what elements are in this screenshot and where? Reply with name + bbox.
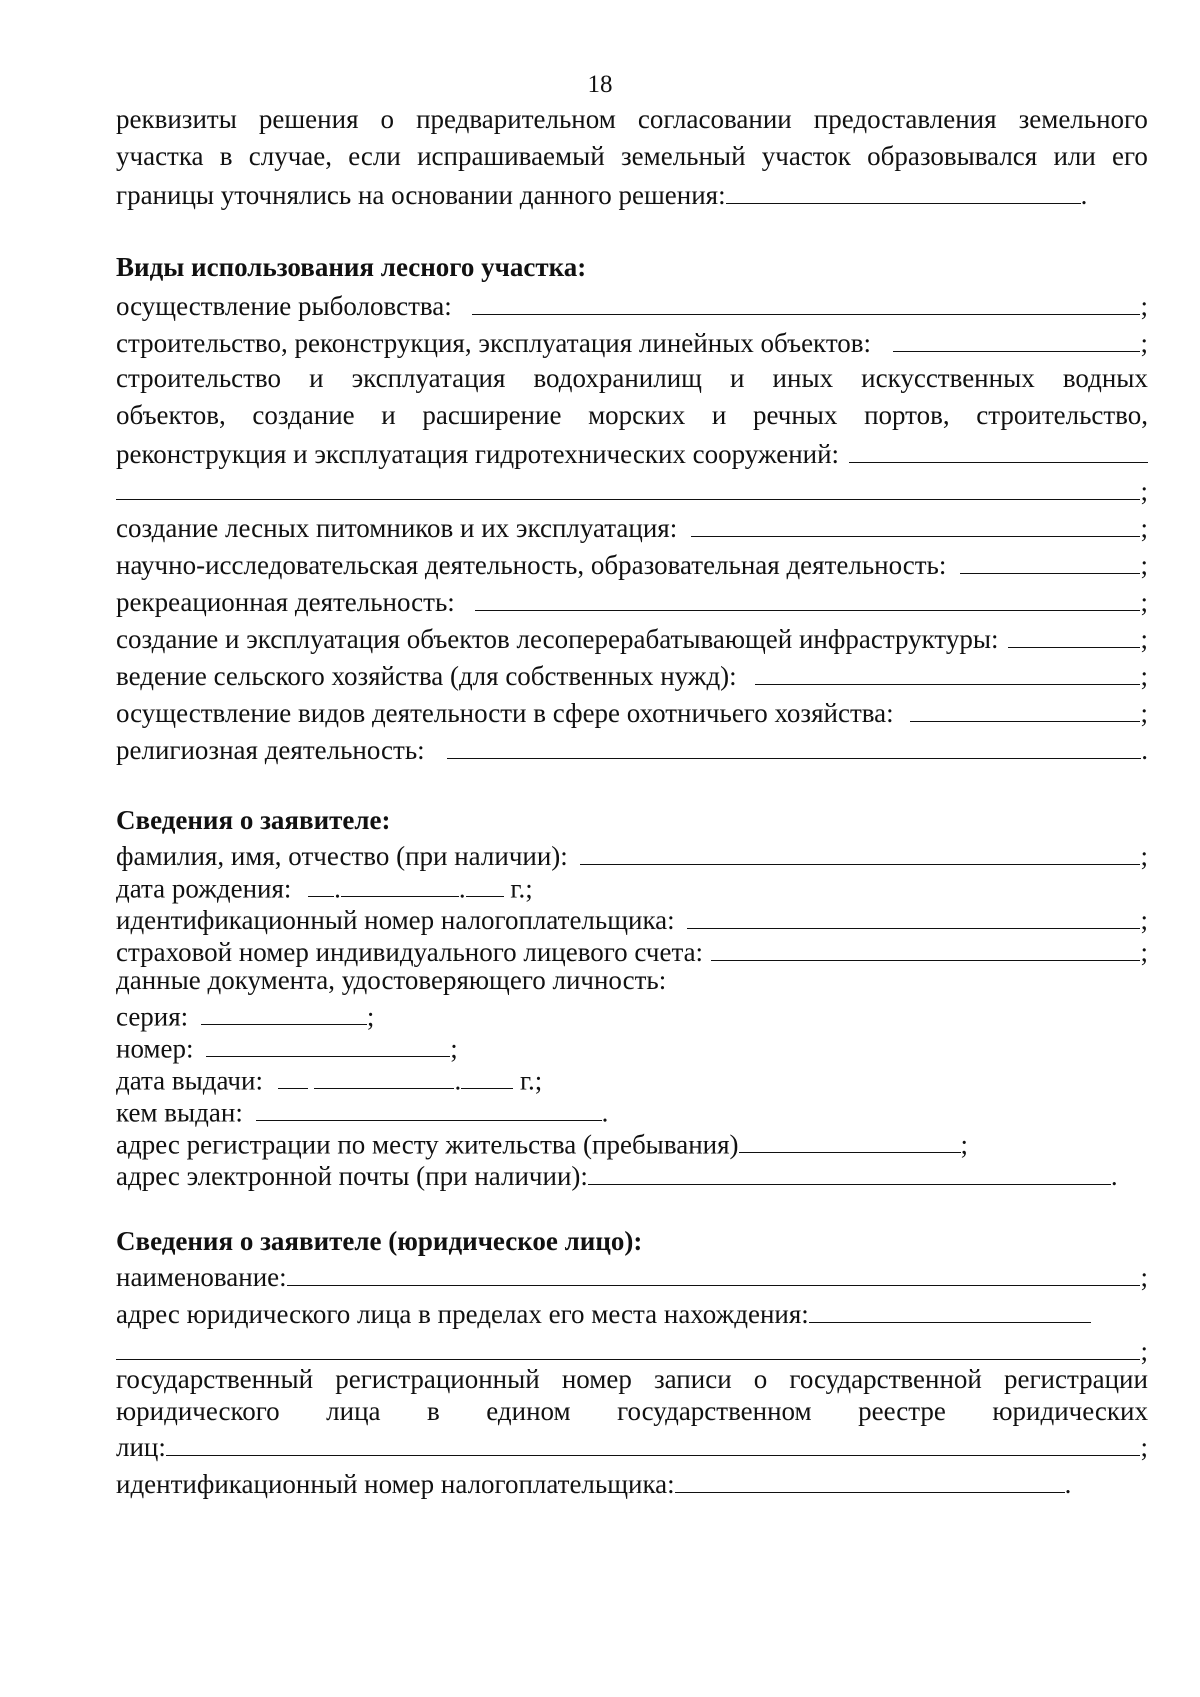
word: его — [1112, 141, 1148, 171]
word: о — [380, 104, 395, 134]
word: расширение — [422, 400, 562, 430]
legal-address-row: адрес юридического лица в пределах его места нахождения: — [116, 1294, 1148, 1331]
reservoirs-line-4: ; — [116, 471, 1148, 508]
word: едином — [486, 1396, 571, 1426]
word: государственном — [617, 1396, 812, 1426]
legal-entity-heading: Сведения о заявителе (юридическое лицо): — [116, 1226, 643, 1256]
issue-date-row: дата выдачи: . г.; — [116, 1060, 1148, 1092]
legal-inn-field[interactable] — [675, 1464, 1065, 1493]
reservoirs-line-1 — [116, 360, 1148, 397]
reservoirs-line-3: реконструкция и эксплуатация гидротехнических сооружений: — [116, 434, 1148, 471]
issued-by-row: кем выдан: . — [116, 1092, 1148, 1124]
intro-line-2 — [116, 138, 1148, 175]
legal-name-field[interactable] — [287, 1257, 1141, 1286]
word: речных — [752, 400, 838, 430]
issue-month-field[interactable] — [314, 1060, 454, 1089]
email-row: адрес электронной почты (при наличии): . — [116, 1156, 1148, 1188]
word: портов, — [864, 400, 950, 430]
inn-row: идентификационный номер налогоплательщика: ; — [116, 900, 1148, 932]
series-field[interactable] — [201, 996, 367, 1025]
word: юридического — [116, 1396, 280, 1426]
word: испрашиваемый — [417, 141, 605, 171]
word: реквизиты — [116, 104, 237, 134]
issue-day-field[interactable] — [278, 1060, 308, 1089]
address-field[interactable] — [739, 1124, 961, 1153]
word: участок — [761, 141, 851, 171]
fishing-row: осуществление рыболовства: ; — [116, 286, 1148, 323]
series-row: серия: ; — [116, 996, 1148, 1028]
issue-year-field[interactable] — [461, 1060, 513, 1089]
word: государственный — [116, 1364, 314, 1394]
hunting-row: осуществление видов деятельности в сфере охотничьего хозяйства: ; — [116, 693, 1148, 730]
word: если — [348, 141, 401, 171]
intro-line-3-text: границы уточнялись на основании данного решения: — [116, 180, 726, 211]
word: лица — [326, 1396, 381, 1426]
word: записи — [654, 1364, 732, 1394]
issued-by-field[interactable] — [256, 1092, 602, 1121]
nurseries-field[interactable] — [691, 508, 1140, 537]
word: регистрационный — [335, 1364, 540, 1394]
recreation-field[interactable] — [475, 582, 1141, 611]
ogrn-line-3: лиц: ; — [116, 1427, 1148, 1464]
linear-objects-field[interactable] — [893, 323, 1140, 352]
email-field[interactable] — [588, 1156, 1111, 1185]
birth-month-field[interactable] — [341, 868, 459, 897]
reservoirs-field[interactable] — [849, 434, 1148, 463]
word: случае, — [248, 141, 333, 171]
page-number: 18 — [587, 71, 613, 98]
legal-name-row: наименование: ; — [116, 1257, 1148, 1294]
applicant-heading: Сведения о заявителе: — [116, 805, 391, 835]
word: согласовании — [637, 104, 792, 134]
agriculture-field[interactable] — [755, 656, 1141, 685]
linear-objects-row: строительство, реконструкция, эксплуатация линейных объектов: ; — [116, 323, 1148, 360]
word: и — [730, 363, 745, 393]
recreation-row: рекреационная деятельность: ; — [116, 582, 1148, 619]
decision-details-field[interactable] — [726, 175, 1081, 204]
nurseries-row: создание лесных питомников и их эксплуатация: ; — [116, 508, 1148, 545]
word: юридических — [992, 1396, 1148, 1426]
word: реестре — [858, 1396, 946, 1426]
word: эксплуатация — [351, 363, 506, 393]
fishing-field[interactable] — [472, 286, 1141, 315]
word: и — [711, 400, 727, 430]
word: предоставления — [813, 104, 997, 134]
inn-field[interactable] — [687, 900, 1141, 929]
word: искусственных — [861, 363, 1035, 393]
religious-field[interactable] — [447, 730, 1142, 759]
intro-line-1 — [116, 101, 1148, 138]
word: и — [309, 363, 324, 393]
snils-field[interactable] — [711, 932, 1140, 961]
legal-address-row-2: ; — [116, 1331, 1148, 1363]
research-field[interactable] — [960, 545, 1140, 574]
word: объектов, — [116, 400, 226, 430]
word: в — [427, 1396, 440, 1426]
word: номер — [561, 1364, 632, 1394]
number-row: номер: ; — [116, 1028, 1148, 1060]
legal-address-field-continued[interactable] — [116, 1331, 1140, 1360]
word: в — [219, 141, 233, 171]
reservoirs-line-2 — [116, 397, 1148, 434]
word: земельного — [1018, 104, 1148, 134]
full-name-row: фамилия, имя, отчество (при наличии): ; — [116, 836, 1148, 868]
number-field[interactable] — [206, 1028, 450, 1057]
intro-line-3: границы уточнялись на основании данного решения: . — [116, 175, 1148, 212]
birth-year-field[interactable] — [466, 868, 504, 897]
word: образовывался — [867, 141, 1038, 171]
hunting-field[interactable] — [910, 693, 1141, 722]
word: создание — [252, 400, 355, 430]
word: государственной — [789, 1364, 982, 1394]
ogrn-line-1 — [116, 1363, 1148, 1395]
word: решения — [258, 104, 359, 134]
legal-inn-row: идентификационный номер налогоплательщика: . — [116, 1464, 1148, 1496]
word: иных — [772, 363, 834, 393]
word: морских — [588, 400, 686, 430]
religious-row: религиозная деятельность: . — [116, 730, 1148, 767]
wood-processing-row: создание и эксплуатация объектов лесоперерабатывающей инфраструктуры: ; — [116, 619, 1148, 656]
research-row: научно-исследовательская деятельность, образовательная деятельность: ; — [116, 545, 1148, 582]
word: предварительном — [416, 104, 616, 134]
word: земельный — [620, 141, 746, 171]
forest-use-heading: Виды использования лесного участка: — [116, 252, 587, 282]
id-document-row: данные документа, удостоверяющего личность: — [116, 965, 667, 995]
legal-address-field[interactable] — [809, 1294, 1091, 1323]
ogrn-field[interactable] — [166, 1427, 1141, 1456]
word: и — [381, 400, 396, 430]
full-name-field[interactable] — [580, 836, 1141, 865]
word: участка — [116, 141, 204, 171]
agriculture-row: ведение сельского хозяйства (для собственных нужд): ; — [116, 656, 1148, 693]
word: строительство — [116, 363, 281, 393]
address-row: адрес регистрации по месту жительства (пребывания) ; — [116, 1124, 1148, 1156]
birth-date-row: дата рождения: . . г.; — [116, 868, 1148, 900]
form-content — [116, 101, 1148, 1500]
ogrn-line-2 — [116, 1395, 1148, 1427]
word: или — [1053, 141, 1096, 171]
reservoirs-field-continued[interactable] — [116, 471, 1140, 500]
wood-processing-field[interactable] — [1008, 619, 1140, 648]
word: о — [753, 1364, 768, 1394]
word: строительство, — [976, 400, 1148, 430]
word: водохранилищ — [533, 363, 702, 393]
word: водных — [1062, 363, 1148, 393]
word: регистрации — [1004, 1364, 1148, 1394]
snils-row: страховой номер индивидуального лицевого счета: ; — [116, 932, 1148, 964]
birth-day-field[interactable] — [308, 868, 334, 897]
